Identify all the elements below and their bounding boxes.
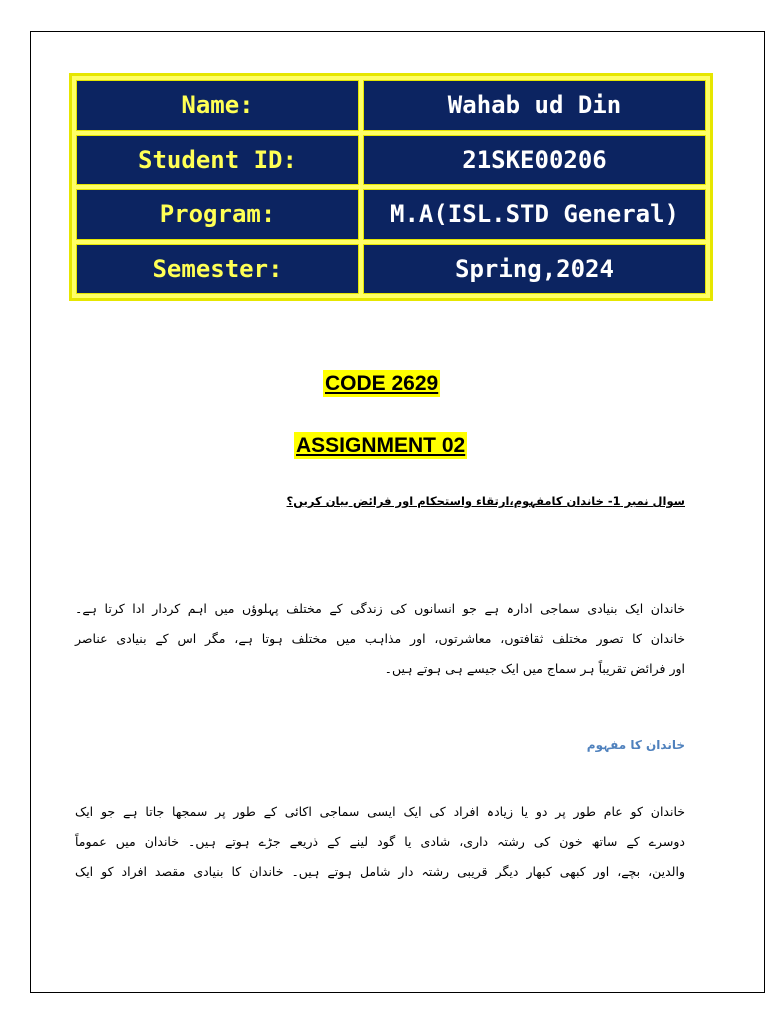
body-line: دوسرے کے ساتھ خون کی رشتہ داری، شادی یا گود لینے کے ذریعے جڑے ہوتے ہیں۔ خاندان میں عموماً <box>75 834 685 849</box>
intro-line: خاندان ایک بنیادی سماجی ادارہ ہے جو انسانوں کی زندگی کے مختلف پہلوؤں میں اہم کردار ادا کرتا ہے۔ <box>75 601 685 616</box>
name-label: Name: <box>76 80 359 131</box>
assignment-title: ASSIGNMENT 02 <box>296 434 466 457</box>
body-paragraph <box>75 797 685 887</box>
semester-label: Semester: <box>76 244 359 295</box>
intro-line: اور فرائض تقریباً ہر سماج میں ایک جیسے ہی ہوتے ہیں۔ <box>384 661 685 676</box>
info-row-program <box>76 189 706 240</box>
course-code: CODE 2629 <box>325 372 439 395</box>
info-row-student-id <box>76 135 706 186</box>
intro-paragraph <box>75 594 685 684</box>
question-heading: سوال نمبر 1- خاندان کامفہوم،ارتقاء واستحکام اور فرائض بیان کریں؟ <box>286 494 685 508</box>
body-line: خاندان کو عام طور پر دو یا زیادہ افراد کی ایک ایسی سماجی اکائی کے طور پر سمجھا جاتا ہے جو ایک <box>75 804 685 819</box>
info-row-name <box>76 80 706 131</box>
student-id-label: Student ID: <box>76 135 359 186</box>
body-line: والدین، بچے، اور کبھی کبھار دیگر قریبی رشتہ دار شامل ہوتے ہیں۔ خاندان کا بنیادی مقصد افراد کو ایک <box>75 864 685 879</box>
semester-value: Spring,2024 <box>363 244 706 295</box>
student-id-value: 21SKE00206 <box>363 135 706 186</box>
info-row-semester <box>76 244 706 295</box>
section-heading: خاندان کا مفہوم <box>586 738 685 752</box>
intro-line: خاندان کا تصور مختلف ثقافتوں، معاشرتوں، اور مذاہب میں مختلف ہوتا ہے، مگر اس کے بنیادی عناصر <box>75 631 685 646</box>
student-info-table <box>69 73 713 301</box>
program-label: Program: <box>76 189 359 240</box>
program-value: M.A(ISL.STD General) <box>363 189 706 240</box>
name-value: Wahab ud Din <box>363 80 706 131</box>
